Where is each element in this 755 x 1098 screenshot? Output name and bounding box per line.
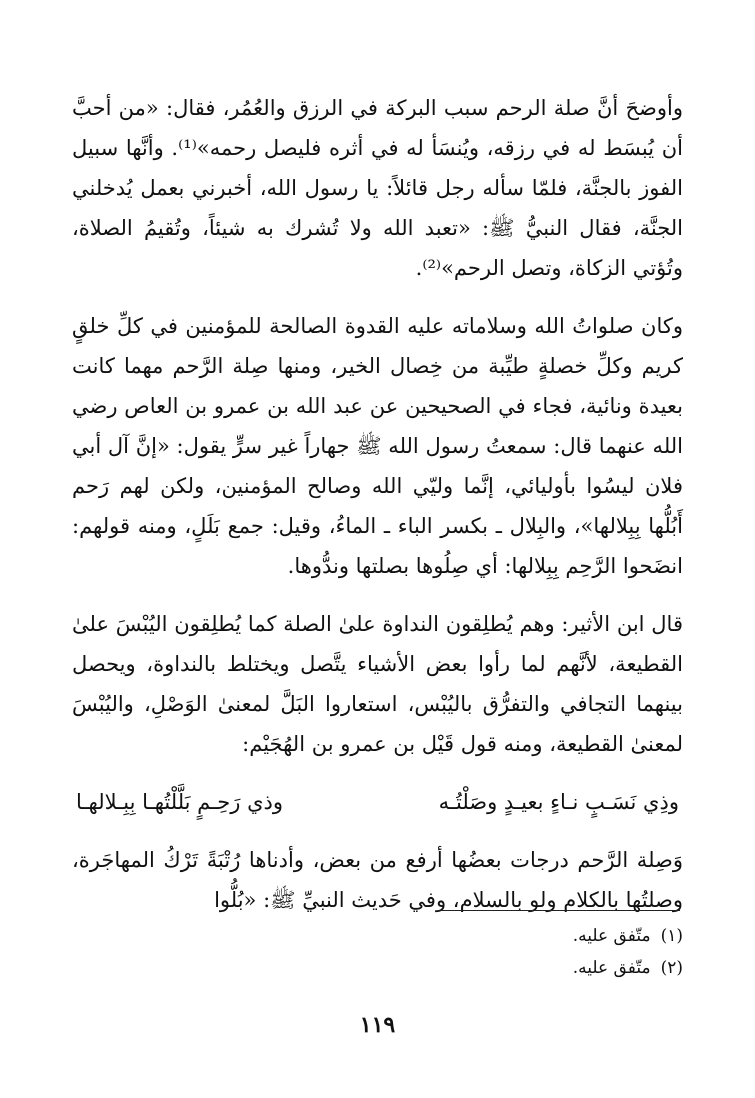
footnote-number: (١) (660, 926, 683, 946)
paragraph-1: وأوضحَ أنَّ صلة الرحم سبب البركة في الرزق والعُمُر، فقال: «من أحبَّ أن يُبسَط له في رزقه، ويُنسَأ له في أثره فليصل رحمه»⁽¹⁾. وأنَّها سبيل الفوز بالجنَّة، فلمّا سأله رجل قائلاً: يا رسول الله، أخبرني بعمل يُدخلني الجنَّة، فقال النبيُّ ﷺ: «تعبد الله ولا تُشرك به شيئاً، وتُقيمُ الصلاة، وتُؤتي الزكاة، وتصل الرحم»⁽²⁾. (72, 96, 683, 280)
footnotes (72, 920, 683, 984)
footnote (72, 952, 683, 984)
footnote (72, 920, 683, 952)
poem-verse (72, 782, 683, 822)
page-number: ١١٩ (359, 1012, 396, 1038)
paragraph-3: قال ابن الأثير: وهم يُطلِقون النداوة علىٰ الصلة كما يُطلِقون اليُبْسَ علىٰ القطيعة، لأنَّهم لما رأوا بعض الأشياء يتَّصل ويختلط بالنداوة، ويحصل بينهما التجافي والتفرُّق باليُبْس، استعاروا البَلَّ لمعنىٰ الوَصْلِ، واليُبْسَ لمعنىٰ القطيعة، ومنه قول قَيْل بن عمرو بن الهُجَيْم: (72, 612, 683, 756)
footnote-text: متّفق عليه. (572, 958, 651, 978)
paragraph-2: وكان صلواتُ الله وسلاماته عليه القدوة الصالحة للمؤمنين في كلِّ خلقٍ كريم وكلِّ خصلةٍ طيِّبة من خِصال الخير، ومنها صِلة الرَّحم مهما كانت بعيدة ونائية، فجاء في الصحيحين عن عبد الله بن عمرو بن العاص رضي الله عنهما قال: سمعتُ رسول الله ﷺ جهاراً غير سرٍّ يقول: «إنَّ آل أبي فلان ليسُوا بأوليائي، إنَّما وليّي الله وصالح المؤمنين، ولكن لهم رَحم أَبُلُّها بِبِلالها»، والبِلال ـ بكسر الباء ـ الماءُ، وقيل: جمع بَلَلٍ، ومنه قولهم: انضَحوا الرَّحِم بِبِلالها: أي صِلُوها بصلتها وندُّوها. (72, 314, 683, 578)
footnote-divider (440, 910, 680, 911)
footnote-text: متّفق عليه. (572, 926, 651, 946)
poem-hemistich-2: وذي رَحِـمٍ بَلَّلْتُهـا بِبِـلالهـا (76, 790, 284, 814)
paragraph-4: وَصِلة الرَّحم درجات بعضُها أرفع من بعض، وأدناها رُتْبَةً تَرْكُ المهاجَرة، وصلتُها بالكلام ولو بالسلام، وفي حَديث النبيِّ ﷺ: «بُلُّوا (72, 848, 683, 912)
main-text (72, 88, 683, 938)
footnote-number: (٢) (660, 958, 683, 978)
poem-hemistich-1: وذِي نَسَـبٍ نـاءٍ بعيـدٍ وصَلْتُـه (438, 790, 679, 814)
